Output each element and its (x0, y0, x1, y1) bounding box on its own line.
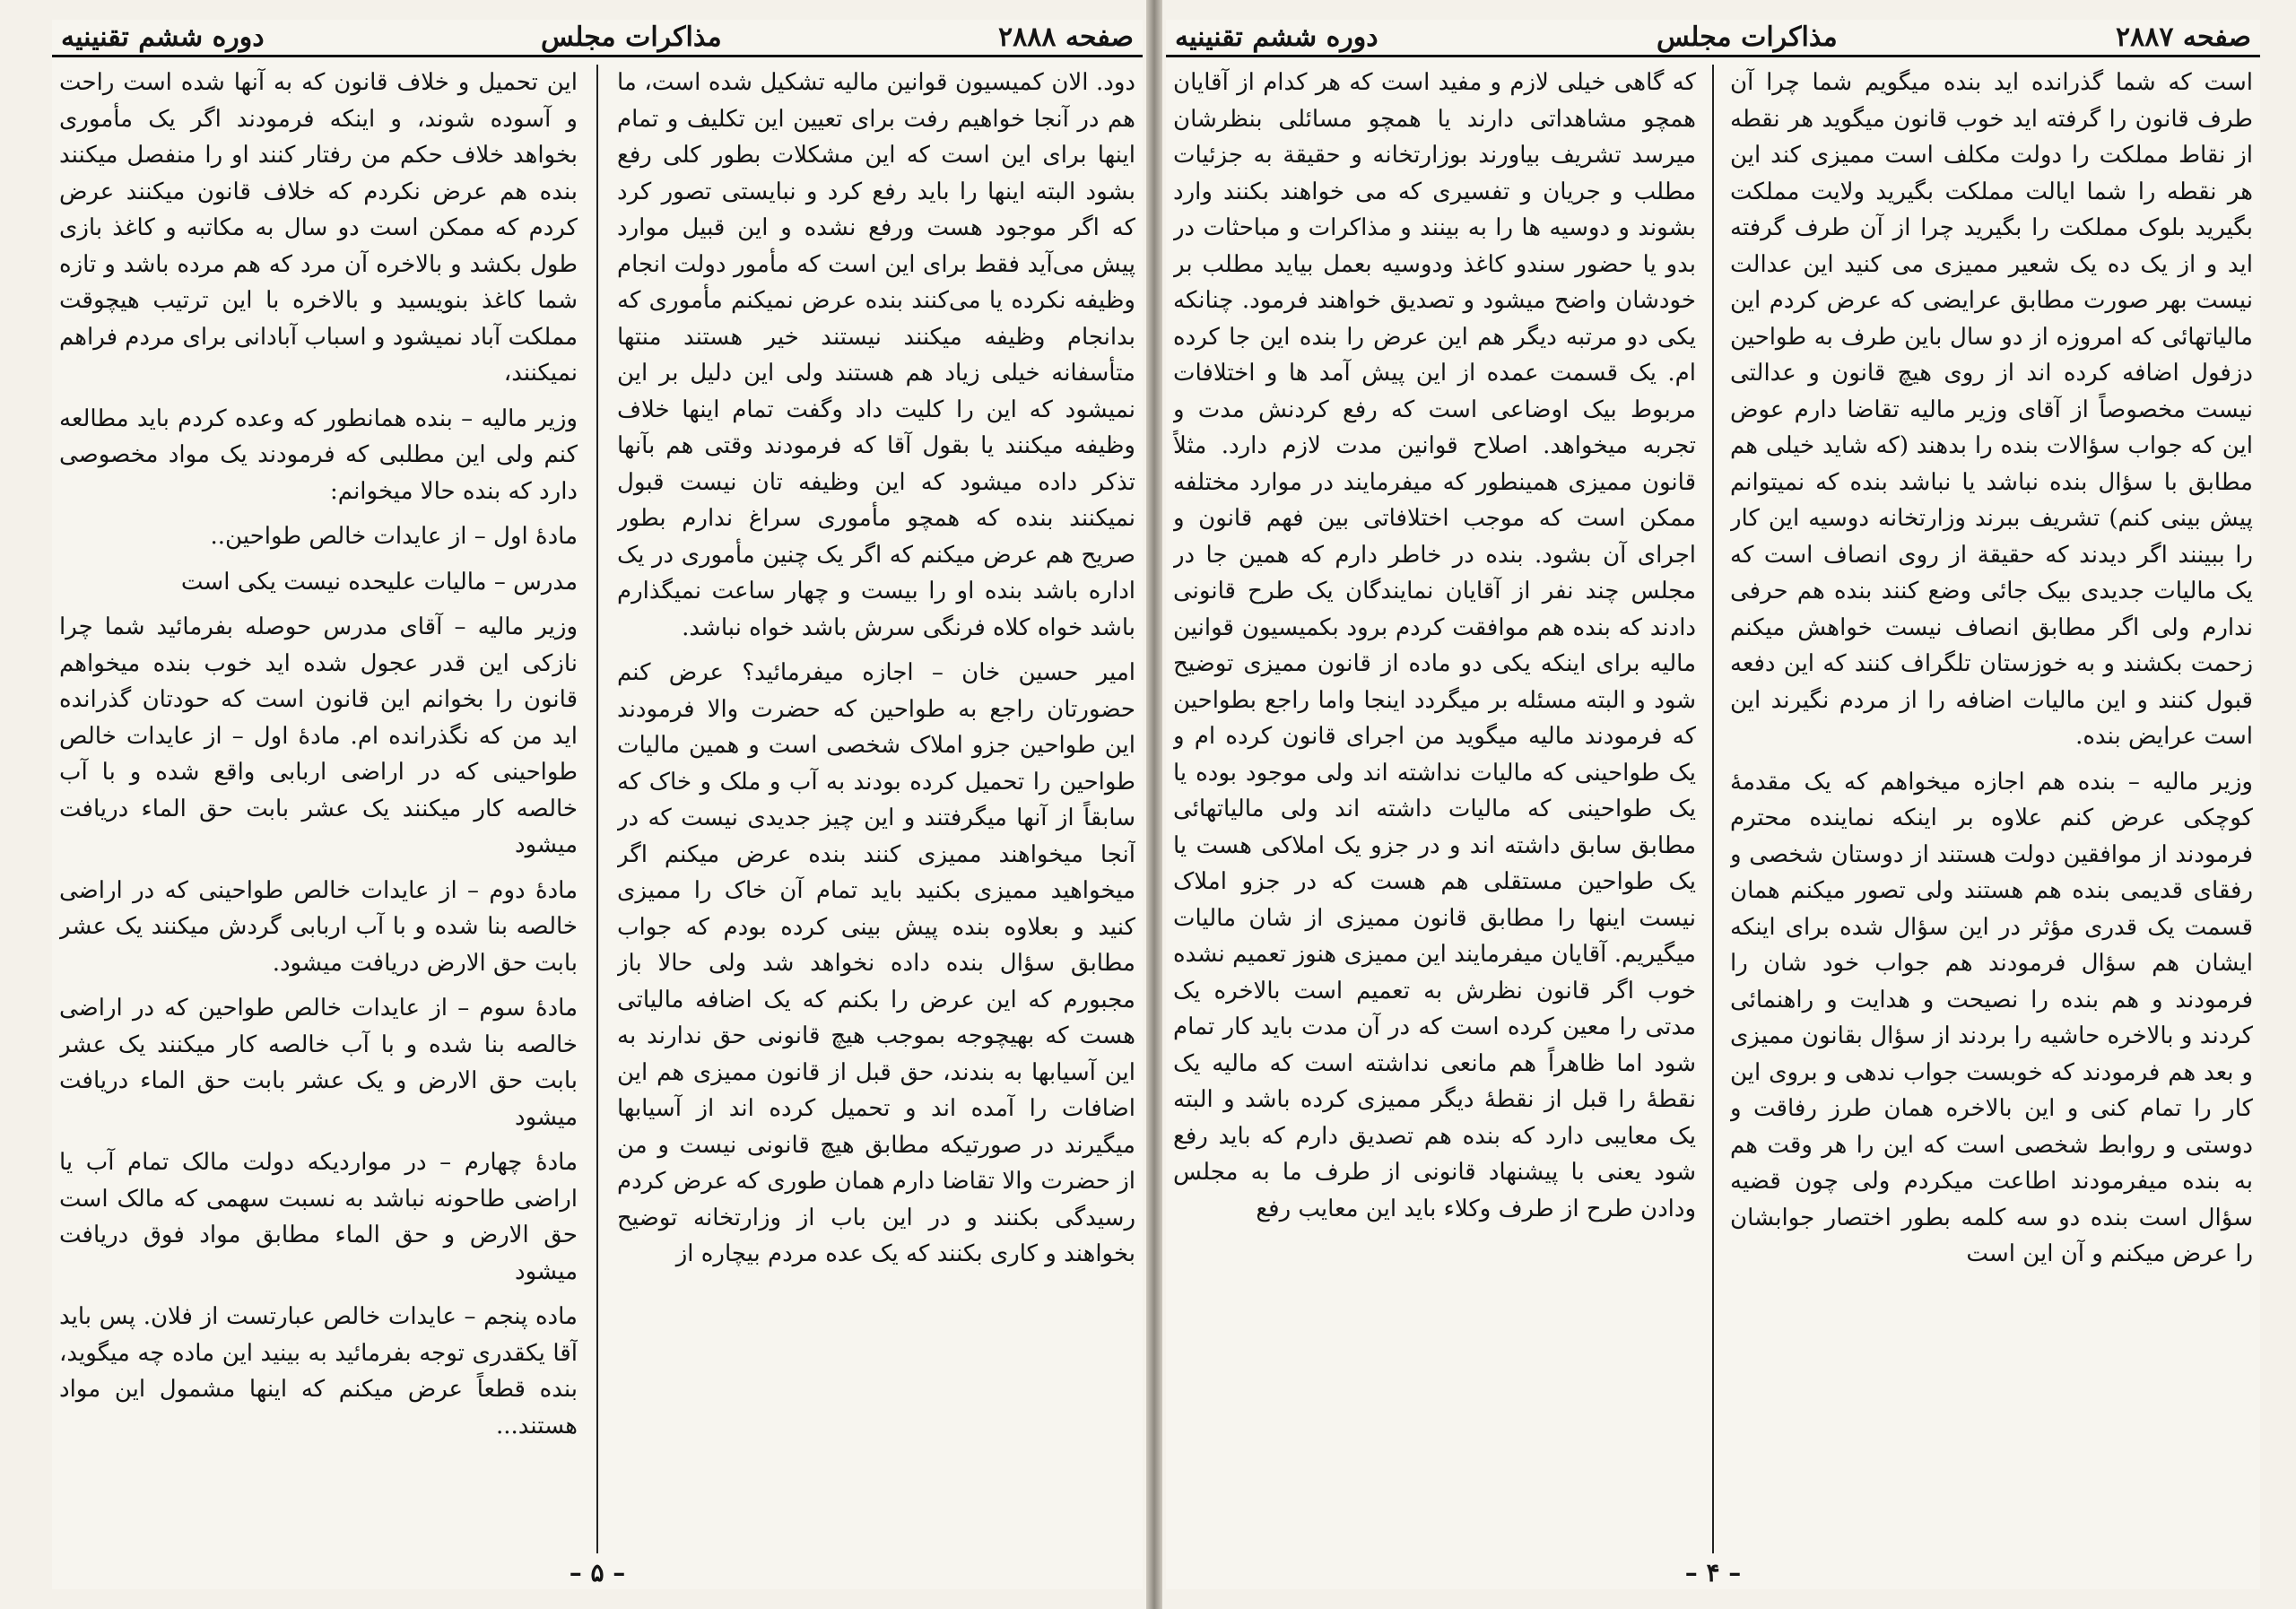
header-period: دوره ششم تقنینیه (61, 22, 265, 53)
page-header (52, 20, 1143, 57)
page-folio: – ۵ – (569, 1558, 626, 1587)
paragraph: دود. الان کمیسیون قوانین مالیه تشکیل شده است، ما هم در آنجا خواهیم رفت برای تعیین این تکلیف و تمام اینها برای این است که این مشکلات بطور کلی رفع بشود البته اینها را باید رفع کرد و نبایستی تصور کرد که اگر موجود هست ورفع نشده و این قبیل موارد پیش می‌آید فقط برای این است که مأمور دولت انجام وظیفه نکرده یا می‌کنند بنده عرض نمیکنم مأموری که بدانجام وظیفه میکنند نیستند خیر هستند منتها متأسفانه خیلی زیاد هم هستند ولی این دلیل بر این نمیشود که این را کلیت داد وگفت تمام اینها خلاف وظیفه میکنند یا بقول آقا که فرمودند وقتی هم بآنها تذکر داده میشود که این وظیفه تان نیست قبول نمیکنند بنده که همچو مأموری سراغ ندارم بطور صریح هم عرض میکنم که اگر یک چنین مأموری در یک اداره باشد بنده او را بیست و چهار ساعت نمیگذارم باشد خواه کلاه فرنگی سرش باشد خواه نباشد. (617, 69, 1135, 641)
paragraph: است که شما گذرانده اید بنده میگویم شما چرا آن طرف قانون را گرفته اید خوب قانون میگوید هر نقطه از نقاط مملکت را دولت مکلف است ممیزی کند این هر نقطه را شما ایالت مملکت بگیرید ولایت مملکت بگیرید بلوک مملکت را بگیرید چرا از آن طرف گرفته اید و از یک ده یک شعیر ممیزی می کنید این عدالت نیست بهر صورت مطابق عرایضی که عرض کردم این مالیاتهائی که امروزه از دو سال باین طرف به طواحین دزفول اضافه کرده اند از روی هیچ قانون و عدالتی نیست مخصوصاً از آقای وزیر مالیه تقاضا دارم عوض این که جواب سؤالات بنده را بدهند (که شاید خیلی هم مطابق با سؤال بنده نباشد یا نباشد بنده که نمیتوانم پیش بینی کنم) تشریف ببرند وزارتخانه دوسیه این کار را ببینند اگر دیدند که حقیقة از روی انصاف است که یک مالیات جدیدی بیک جائی وضع کنند بنده هم حرفی ندارم ولی اگر مطابق انصاف نیست خواهش میکنم زحمت بکشند و به خوزستان تلگراف کنند که این دفعه قبول کنند و این مالیات اضافه را از مردم نگیرند این است عرایض بنده. (1730, 69, 2253, 750)
paragraph: مادهٔ چهارم – در مواردیکه دولت مالک تمام آب یا اراضی طاحونه نباشد به نسبت سهمی که مالک است حق الارض و حق الماء مطابق مواد فوق دریافت میشود (59, 1149, 578, 1285)
column-divider (1712, 65, 1714, 1553)
text-column-left (1173, 65, 1696, 1553)
page-header (1166, 20, 2260, 57)
paragraph: وزیر مالیه – آقای مدرس حوصله بفرمائید شما چرا نازکی این قدر عجول شده اید خوب بنده میخواهم قانون را بخوانم این قانون است که حودتان گذرانده اید من که نگذرانده ام. مادهٔ اول – از عایدات خالص طواحینی که در اراضی اربابی واقع شده و با آب خالصه کار میکنند یک عشر بابت حق الماء دریافت میشود (59, 613, 578, 858)
paragraph: مادهٔ سوم – از عایدات خالص طواحین که در اراضی خالصه بنا شده و با آب خالصه کار میکنند یک عشر بابت حق الارض و یک عشر بابت حق الماء دریافت میشود (59, 995, 578, 1131)
left-page (52, 20, 1143, 1589)
paragraph: ماده پنجم – عایدات خالص عبارتست از فلان. پس باید آقا یکقدری توجه بفرمائید به بینید این ماده چه میگوید، بنده قطعاً عرض میکنم که اینها مشمول این مواد هستند... (59, 1303, 578, 1439)
header-title: مذاکرات مجلس (1657, 22, 1838, 53)
paragraph: وزیر مالیه – بنده هم اجازه میخواهم که یک مقدمهٔ کوچکی عرض کنم علاوه بر اینکه نماینده محترم فرمودند از موافقین دولت هستند از دوستان شخصی و رفقای قدیمی بنده هم هستند ولی تصور میکنم همان قسمت یک قدری مؤثر در این سؤال شده برای اینکه ایشان هم سؤال فرمودند هم جواب خود شان را فرمودند و هم بنده را نصیحت و هدایت و راهنمائی کردند و بالاخره حاشیه را بردند از سؤال بقانون ممیزی و بعد هم فرمودند که خوبست جواب ندهی و بروی این کار را تمام کنی و این بالاخره همان طرز رفاقت و دوستی و روابط شخصی است که این را هر وقت هم به بنده میفرمودند اطاعت میکردم ولی چون قضیه سؤال است بنده دو سه کلمه بطور اختصار جوابشان را عرض میکنم و آن این است (1730, 768, 2253, 1267)
text-column-left (59, 65, 578, 1553)
header-page-number: صفحه ۲۸۸۷ (2116, 22, 2251, 53)
text-column-right (1730, 65, 2253, 1553)
book-gutter (1146, 0, 1162, 1609)
text-column-right (617, 65, 1135, 1553)
paragraph: که گاهی خیلی لازم و مفید است که هر کدام از آقایان همچو مشاهداتی دارند یا همچو مسائلی بنظرشان میرسد تشریف بیاورند بوزارتخانه و حقیقة به جزئیات مطلب و جریان و تفسیری که می خواهند بکنند وارد بشوند و دوسیه ها را به بینند و مذاکرات و مباحثات در بدو یا حضور سندو کاغذ ودوسیه بعمل بیاید مطلب بر خودشان واضح میشود و تصدیق خواهند فرمود. چنانکه یکی دو مرتبه دیگر هم این عرض را بنده این جا کرده ام. یک قسمت عمده از این پیش آمد ها و اختلافات مربوط بیک اوضاعی است که رفع کردنش مدت و تجربه میخواهد. اصلاح قوانین مدت لازم دارد. مثلاً قانون ممیزی همینطور که میفرمایند در موارد مختلفه ممکن است که موجب اختلافاتی بین فهم قانون و اجرای آن بشود. بنده در خاطر دارم که همین جا در مجلس چند نفر از آقایان نمایندگان یک طرح قانونی دادند که بنده هم موافقت کردم برود بکمیسیون قوانین مالیه برای اینکه یکی دو ماده از قانون ممیزی توضیح شود و البته مسئله بر میگردد اینجا واما راجع بطواحین که فرمودند مالیه میگوید من اجرای قانون کرده ام و یک طواحینی که مالیات نداشته اند ولی موجود بوده یا یک طواحینی که مالیات داشته اند ولی مالیاتهائی مطابق سابق داشته اند و در جزو یک املاکی هست یا یک طواحین مستقلی هم هست که در جزو املاک نیست اینها را مطابق قانون ممیزی از شان مالیات میگیریم. آقایان میفرمایند این ممیزی هنوز تعمیم نشده خوب اگر قانون نظرش به تعمیم است بالاخره یک مدتی را معین کرده است که در آن مدت باید کار تمام شود اما ظاهراً هم مانعی نداشته است که مالیه یک نقطهٔ را قبل از نقطهٔ دیگر ممیزی کرده باشد و البته یک معایبی دارد که بنده هم تصدیق دارم که باید رفع شود یعنی با پیشنهاد قانونی از طرف ما به مجلس ودادن طرح از طرف وکلاء باید این معایب رفع (1173, 69, 1696, 1222)
header-page-number: صفحه ۲۸۸۸ (998, 22, 1134, 53)
paragraph: این تحمیل و خلاف قانون که به آنها شده است راحت و آسوده شوند، و اینکه فرمودند اگر یک مأموری بخواهد خلاف حکم من رفتار کنند او را منفصل میکنند بنده هم عرض نکردم که خلاف قانون میکنند عرض کردم که ممکن است دو سال به مکاتبه و کاغذ بازی طول بکشد و بالاخره آن مرد که هم مرده باشد و تازه شما کاغذ بنویسید و بالاخره با این ترتیب هیچوقت مملکت آباد نمیشود و اسباب آبادانی برای مردم فراهم نمیکنند، (59, 69, 578, 387)
right-page (1166, 20, 2260, 1589)
column-divider (596, 65, 598, 1553)
paragraph: مادهٔ دوم – از عایدات خالص طواحینی که در اراضی خالصه بنا شده و با آب اربابی گردش میکنند یک عشر بابت حق الارض دریافت میشود. (59, 876, 578, 977)
header-period: دوره ششم تقنینیه (1175, 22, 1378, 53)
paragraph: امیر حسین خان – اجازه میفرمائید؟ عرض کنم حضورتان راجع به طواحین که حضرت والا فرمودند این طواحین جزو املاک شخصی است و همین مالیات طواحین را تحمیل کرده بودند به آب و ملک و خاک که سابقاً از آنها میگرفتند و این چیز جدیدی نیست که در آنجا میخواهند ممیزی کنند بنده عرض میکنم اگر میخواهید ممیزی بکنید باید تمام آن خاک را ممیزی کنید و بعلاوه بنده پیش بینی کرده بودم که جواب مطابق سؤال بنده داده نخواهد شد ولی حالا باز مجبورم که این عرض را بکنم که یک اضافه مالیاتی هست که بهیچوجه بموجب هیچ قانونی حق ندارند به این آسیابها به بندند، حق قبل از قانون ممیزی هم این اضافات را آمده اند و تحمیل کرده اند از آسیابها میگیرند در صورتیکه مطابق هیچ قانونی نیست و من از حضرت والا تقاضا دارم همان طوری که عرض کردم رسیدگی بکنند و در این باب از وزارتخانه توضیح بخواهند و کاری بکنند که یک عده مردم بیچاره از (617, 659, 1135, 1267)
paragraph: وزیر مالیه – بنده همانطور که وعده کردم باید مطالعه کنم ولی این مطلبی که فرمودند یک مواد مخصوصی دارد که بنده حالا میخوانم: (59, 404, 578, 505)
paragraph: مادهٔ اول – از عایدات خالص طواحین.. (210, 523, 578, 550)
page-folio: – ۴ – (1684, 1558, 1742, 1587)
header-title: مذاکرات مجلس (541, 22, 722, 53)
paragraph: مدرس – مالیات علیحده نیست یکی است (180, 568, 578, 596)
